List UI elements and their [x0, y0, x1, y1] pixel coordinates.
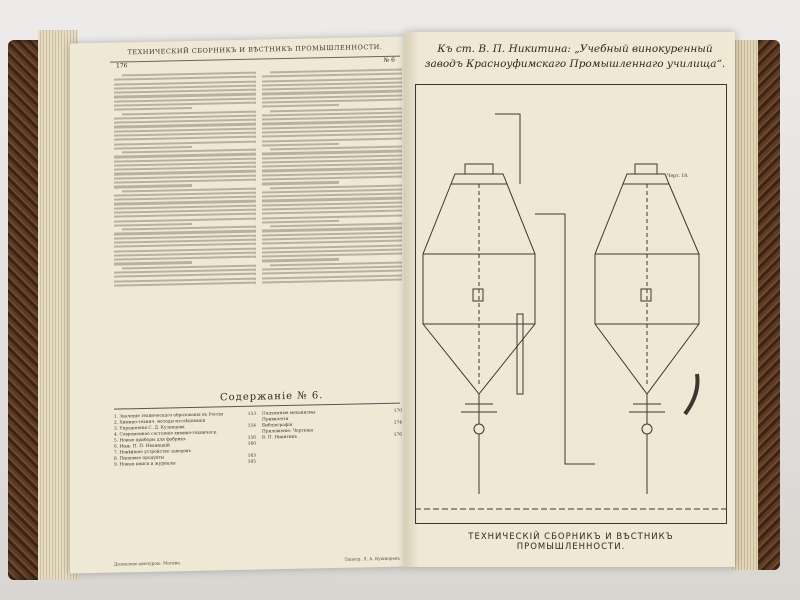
text-line — [114, 146, 192, 150]
vessel-right — [595, 164, 699, 494]
footer-censor: Дозволено цензурою. Москва. — [114, 560, 182, 567]
body-text-lines — [262, 69, 402, 284]
toc-entry-text: 4. Современное состояніе химико-техническ. — [114, 430, 218, 438]
text-line — [114, 256, 256, 261]
toc-entry-page: 163 — [247, 453, 256, 459]
toc-entry-text: 5. Новые приборы для фабрикъ — [114, 437, 186, 444]
text-line — [114, 281, 256, 286]
connecting-pipe — [535, 214, 595, 464]
text-line — [114, 140, 256, 145]
footer-printer: Типогр. Л. А. Кушнеревъ — [344, 555, 400, 562]
toc-entry-text: 6. Инж. П. П. Иваницкій — [114, 443, 170, 450]
text-line — [114, 217, 256, 222]
text-line — [114, 261, 192, 265]
toc-entry-text: 2. Химико-технич. методы изслѣдованія — [114, 418, 206, 426]
toc-entry-page: 165 — [247, 459, 256, 465]
toc-entry-page: 160 — [247, 441, 256, 447]
figure-label: Черт. 18. — [667, 174, 689, 179]
text-line — [262, 143, 339, 147]
text-line — [262, 176, 402, 181]
toc-entry-text: В. П. Никитинъ — [262, 434, 298, 441]
text-column-left — [114, 70, 256, 391]
text-line — [262, 258, 339, 262]
toc-entry-text: 7. Новѣйшее устройство заводовъ — [114, 448, 192, 456]
toc-entry-text: Приложеніе: Чертежи — [262, 428, 314, 435]
issue-number: № 6 — [383, 56, 395, 64]
text-line — [262, 214, 402, 219]
right-page — [405, 32, 735, 567]
text-line — [114, 107, 192, 111]
toc-entry-text: 1. Значеніе техническаго образованія въ Россіи — [114, 412, 224, 420]
toc-entry-page: 176 — [393, 432, 402, 438]
toc-entry-text: Подъемные механизмы — [262, 410, 316, 417]
text-line — [262, 278, 402, 283]
toc-entry-text: Библіографія — [262, 422, 293, 429]
vessel-left — [423, 114, 535, 494]
toc-title: Содержаніе № 6. — [220, 390, 324, 404]
toc-column-b — [262, 409, 402, 552]
toc-entry-page: 170 — [393, 408, 402, 414]
toc-entry-page: 154 — [247, 423, 256, 429]
plate-caption: Къ ст. В. П. Никитина: „Учебный винокуренный заводъ Красноуфимскаго Промышленнаго училища“. — [424, 43, 726, 70]
text-line — [262, 220, 339, 224]
text-line — [114, 179, 256, 184]
text-line — [114, 184, 192, 188]
text-line — [262, 181, 339, 185]
text-column-right — [262, 67, 402, 388]
toc-entry-text: 9. Новыя книги и журналы — [114, 461, 176, 468]
toc-entry-text: 8. Пищевые продукты — [114, 455, 165, 462]
body-text-lines — [114, 72, 256, 287]
toc-entry-text: 3. Упражненія С. Д. Кузнецова — [114, 425, 185, 432]
text-line — [262, 253, 402, 258]
text-line — [114, 223, 192, 227]
toc-column-a — [114, 412, 256, 555]
toc-entry-page: 153 — [247, 411, 256, 417]
left-page — [70, 36, 405, 573]
text-line — [262, 137, 402, 142]
page-footer — [114, 556, 400, 567]
plate-title: ТЕХНИЧЕСКІЙ СБОРНИКЪ И ВѢСТНИКЪ ПРОМЫШЛЕННОСТИ. — [468, 532, 674, 552]
text-line — [262, 99, 402, 104]
text-line — [262, 104, 339, 108]
running-head: ТЕХНИЧЕСКИЙ СБОРНИКЪ И ВѢСТНИКЪ ПРОМЫШЛЕННОСТИ. — [110, 43, 400, 63]
engineering-drawing — [415, 84, 727, 524]
toc-entry-page: 156 — [247, 435, 256, 441]
page-number: 176 — [116, 62, 128, 70]
text-line — [114, 102, 256, 107]
toc-entry-text: Привилегіи — [262, 416, 289, 423]
toc-entry-page: 174 — [393, 420, 402, 426]
